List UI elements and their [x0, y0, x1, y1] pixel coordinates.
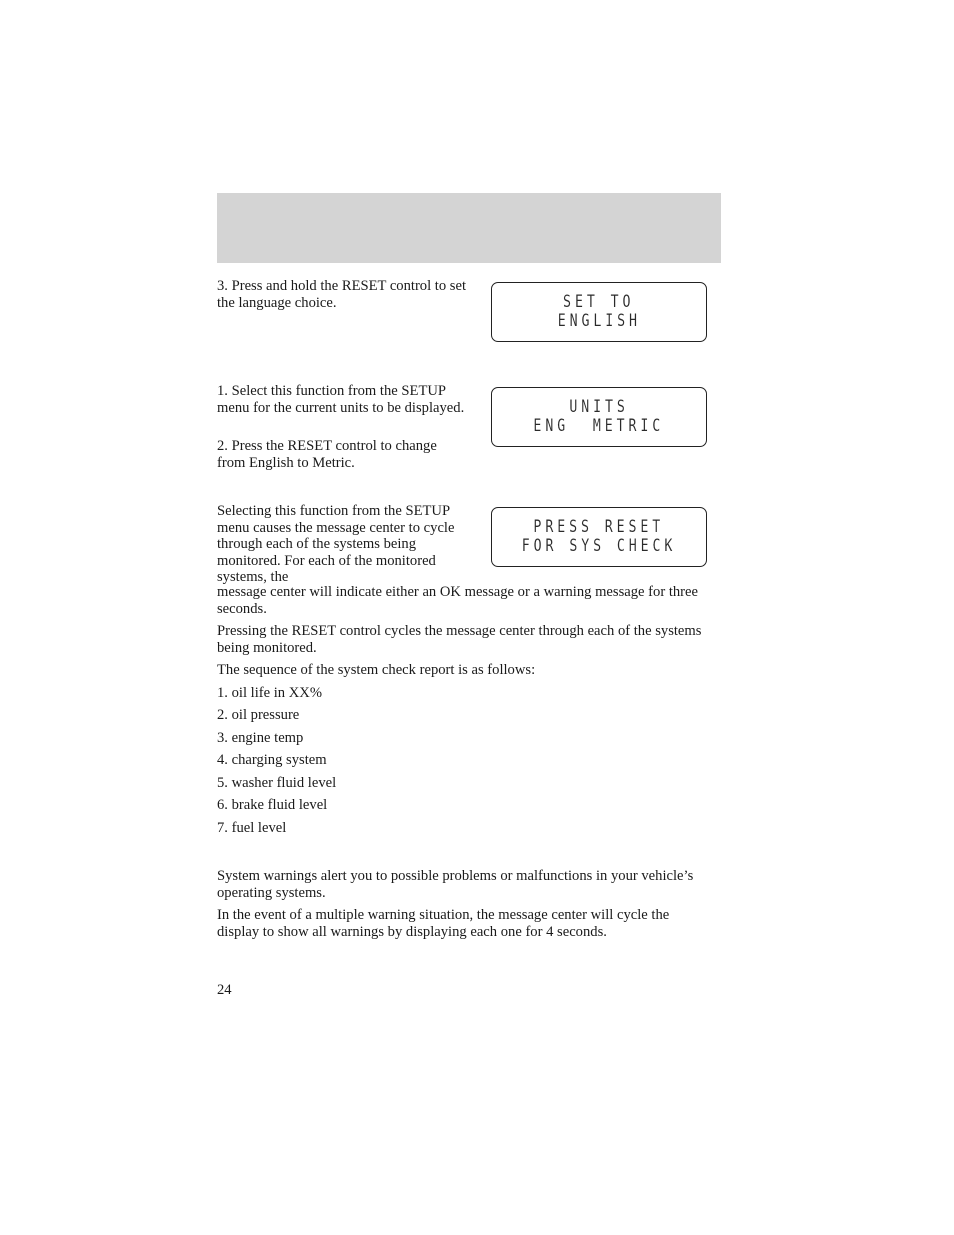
lcd-display-units: [491, 387, 707, 447]
lcd-display-set-to-english: [491, 282, 707, 342]
list-item: 2. oil pressure: [217, 707, 300, 723]
list-item: 4. charging system: [217, 752, 327, 768]
lcd-line-2: ENG METRIC: [533, 416, 665, 436]
list-item: 5. washer fluid level: [217, 775, 337, 791]
lcd-line-2: FOR SYS CHECK: [521, 536, 677, 556]
warnings-paragraph-1: System warnings alert you to possible problems or malfunctions in your vehicle’s operating systems.: [217, 868, 694, 901]
section-header-band: [217, 193, 721, 263]
lcd-display-press-reset: [491, 507, 707, 567]
page-number: 24: [217, 982, 232, 998]
units-step-1: 1. Select this function from the SETUP menu for the current units to be displayed.: [217, 383, 465, 416]
units-step-2: 2. Press the RESET control to change from English to Metric.: [217, 438, 437, 471]
lcd-line-1: SET TO: [563, 292, 635, 312]
lcd-line-2: ENGLISH: [557, 311, 641, 331]
reset-cycle-paragraph: Pressing the RESET control cycles the message center through each of the systems being monitored.: [217, 623, 702, 656]
list-item: 3. engine temp: [217, 730, 304, 746]
list-item: 6. brake fluid level: [217, 797, 328, 813]
lcd-line-1: PRESS RESET: [533, 517, 665, 537]
list-item: 1. oil life in XX%: [217, 685, 322, 701]
list-item: 7. fuel level: [217, 820, 287, 836]
sequence-intro: The sequence of the system check report is as follows:: [217, 662, 536, 678]
system-check-intro-bottom: message center will indicate either an OK message or a warning message for three seconds.: [217, 584, 698, 617]
system-check-intro-top: Selecting this function from the SETUP menu causes the message center to cycle through each of the systems being monitored. For each of the monitored systems, the: [217, 503, 455, 585]
lcd-line-1: UNITS: [569, 397, 629, 417]
warnings-paragraph-2: In the event of a multiple warning situation, the message center will cycle the display to show all warnings by displaying each one for 4 seconds.: [217, 907, 670, 940]
language-step-3: 3. Press and hold the RESET control to set the language choice.: [217, 278, 467, 311]
